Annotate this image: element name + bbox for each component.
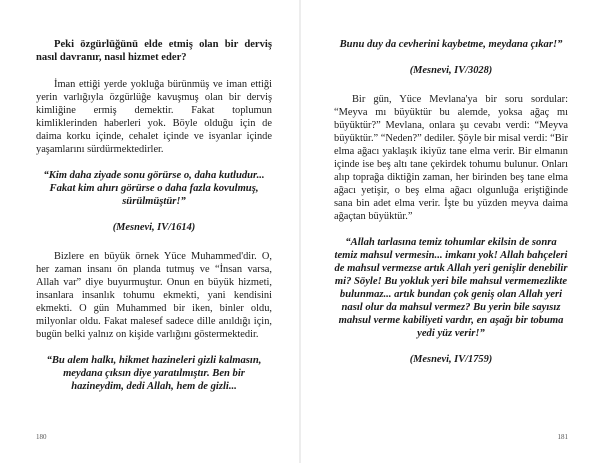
- paragraph: İman ettiği yerde yokluğa bürünmüş ve iman ettiği yerin varlığıyla özgürlüğe kavuşmuş olan bir derviş kimliğine ermiş demektir. Fakat toplumun kimliklerinden haberleri yok. Böyle olduğu için de daima korku içinde, cehalet içinde ve isyanlar içinde yaşamlarını sürdürmektedirler.: [36, 79, 272, 155]
- quote-citation: (Mesnevi, IV/1614): [112, 222, 196, 233]
- page-number: 181: [557, 433, 568, 441]
- mesnevi-quote: “Kim daha ziyade sonu görürse o, daha kutludur... Fakat kim ahırı görürse o daha fazla kovulmuş, sürülmüştür!”: [43, 170, 265, 207]
- mesnevi-quote: Bunu duy da cevherini kaybetme, meydana çıkar!”: [339, 39, 563, 50]
- page-number: 180: [36, 433, 47, 441]
- right-page: [300, 0, 600, 463]
- quote-citation: (Mesnevi, IV/1759): [409, 354, 493, 365]
- paragraph: Bizlere en büyük örnek Yüce Muhammed'dir. O, her zaman insanı ön planda tutmuş ve “İnsan varsa, Allah var” diye buyurmuştur. Onun en büyük hizmeti, insanlara insanlık tohumu ekmekti, yani kendisini ekmekti. O gün Muhammed bir iken, binler oldu, milyonlar oldu. Fakat malesef sadece dille anıldığı için, bugün belki yalnız on kişide varlığını göstermektedir.: [36, 251, 272, 340]
- mesnevi-quote: “Allah tarlasına temiz tohumlar ekilsin de sonra temiz mahsul vermesin... imkanı yok! Allah bahçeleri de mahsul vermezse artık Allah yeri genişlir denebilir mi? Söyle! Bu yokluk yeri bile mahsul vermemezlikte bulunmaz... artık bundan çok geniş olan Allah yeri nasıl olur da mahsul vermez? Bu yerin bile sayısız mahsul verme kabiliyeti vardır, en aşağı bir tobuma yedi yüz verir!”: [334, 237, 568, 339]
- quote-citation: (Mesnevi, IV/3028): [409, 65, 493, 76]
- paragraph: Bir gün, Yüce Mevlana'ya bir soru sordular: “Meyva mı büyüktür bu alemde, yoksa ağaç mı büyüktür?” Mevlana, onlara şu cevabı verdi: “Meyva büyüktür.” “Neden?” dediler. Şöyle bir misal verdi: “Bir elma ağacı yaklaşık ikiyüz tane elma verir. Bir elmanın içinde ise beş altı tane çekirdek tohumu bulunur. Onları alıp toprağa diktiğin zaman, her birinden beş tane elma ağacı yetişir, o beş elma ağacı olgunluğa eriştiğinde sana bin adet elma verir. İşte bu yüzden meyva daima ağaçtan büyüktür.”: [334, 94, 569, 222]
- mesnevi-quote: “Bu alem halkı, hikmet hazineleri gizli kalmasın, meydana çıksın diye yaratılmıştır. Ben bir hazineydim, dedi Allah, hem de gizli...: [46, 355, 262, 392]
- section-heading: Peki özgürlüğünü elde etmiş olan bir derviş nasıl davranır, nasıl hizmet eder?: [36, 39, 272, 63]
